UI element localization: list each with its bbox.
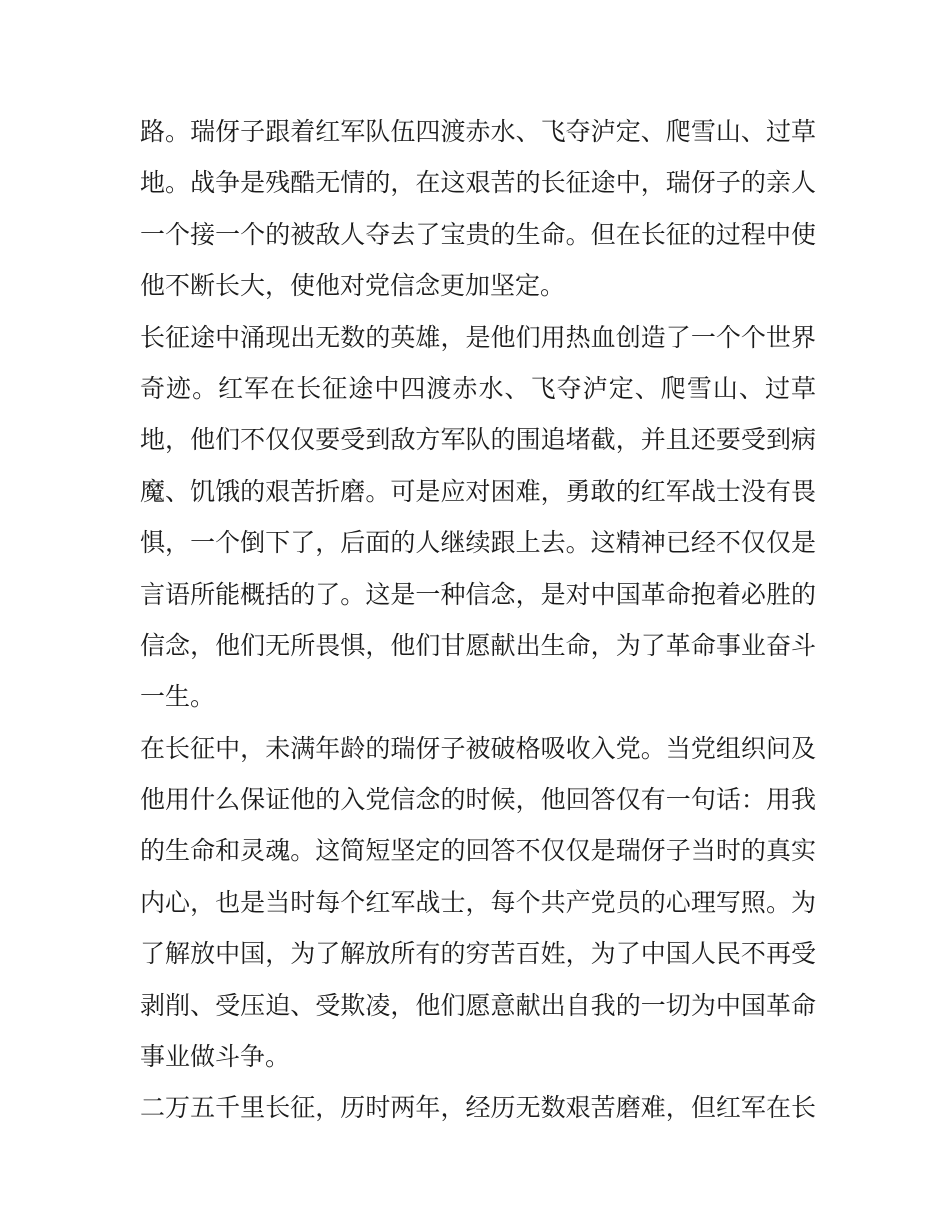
text-line: 惧，一个倒下了，后面的人继续跟上去。这精神已经不仅仅是 bbox=[140, 528, 816, 558]
text-line: 长征途中涌现出无数的英雄，是他们用热血创造了一个个世界 bbox=[140, 322, 816, 352]
text-line: 信念，他们无所畏惧，他们甘愿献出生命，为了革命事业奋斗 bbox=[140, 630, 816, 660]
text-line: 路。瑞伢子跟着红军队伍四渡赤水、飞夺泸定、爬雪山、过草 bbox=[140, 117, 816, 146]
text-line: 在长征中，未满年龄的瑞伢子被破格吸收入党。当党组织问及 bbox=[140, 733, 816, 763]
text-line: 他用什么保证他的入党信念的时候，他回答仅有一句话：用我 bbox=[140, 785, 816, 815]
document-body bbox=[140, 106, 816, 1134]
text-line: 奇迹。红军在长征途中四渡赤水、飞夺泸定、爬雪山、过草 bbox=[140, 373, 816, 403]
text-line: 二万五千里长征，历时两年，经历无数艰苦磨难，但红军在长 bbox=[140, 1093, 816, 1123]
text-line: 的生命和灵魂。这简短坚定的回答不仅仅是瑞伢子当时的真实 bbox=[140, 836, 816, 866]
text-line: 剥削、受压迫、受欺凌，他们愿意献出自我的一切为中国革命 bbox=[140, 990, 816, 1020]
text-line: 事业做斗争。 bbox=[140, 1042, 291, 1072]
text-line: 魔、饥饿的艰苦折磨。可是应对困难，勇敢的红军战士没有畏 bbox=[140, 476, 816, 506]
text-line: 了解放中国，为了解放所有的穷苦百姓，为了中国人民不再受 bbox=[140, 939, 816, 969]
text-line: 他不断长大，使他对党信念更加坚定。 bbox=[140, 271, 566, 301]
text-line: 一生。 bbox=[140, 682, 216, 712]
text-line: 地，他们不仅仅要受到敌方军队的围追堵截，并且还要受到病 bbox=[140, 425, 816, 455]
text-line: 一个接一个的被敌人夺去了宝贵的生命。但在长征的过程中使 bbox=[140, 219, 816, 249]
text-line: 言语所能概括的了。这是一种信念，是对中国革命抱着必胜的 bbox=[140, 579, 816, 609]
text-line: 内心，也是当时每个红军战士，每个共产党员的心理写照。为 bbox=[140, 887, 816, 917]
text-line: 地。战争是残酷无情的，在这艰苦的长征途中，瑞伢子的亲人 bbox=[140, 168, 816, 198]
